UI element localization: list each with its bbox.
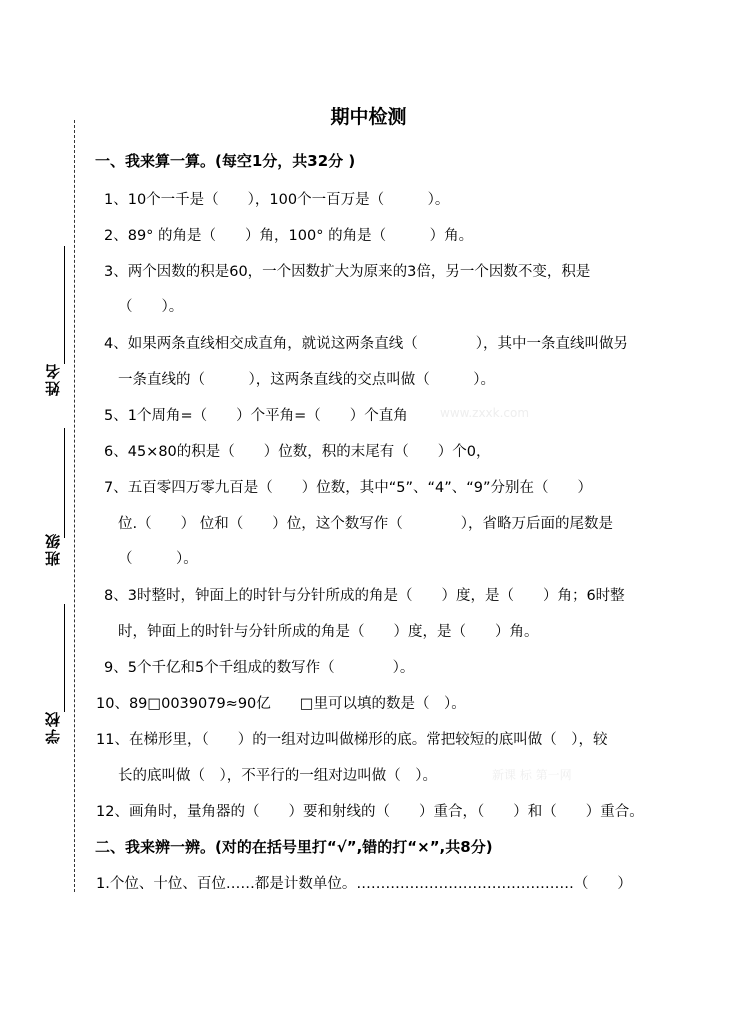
question-line: 6、45×80的积是（ ）位数，积的末尾有（ ）个0， [104, 444, 491, 460]
question-line: （ ）。 [118, 551, 198, 567]
question-line: 2、89° 的角是（ ）角，100° 的角是（ ）角。 [104, 228, 474, 244]
question-line: 7、五百零四万零九百是（ ）位数，其中“5”、“4”、“9”分别在（ ） [104, 480, 592, 496]
question-line: 长的底叫做（ ），不平行的一组对边叫做（ ）。 [118, 768, 437, 784]
watermark: 新课 标 第一网 [492, 768, 572, 782]
question-line: 时，钟面上的时针与分针所成的角是（ ）度，是（ ）角。 [118, 624, 539, 640]
page-title: 期中检测 [330, 106, 407, 128]
name-underline [64, 246, 65, 364]
watermark: www.zxxk.com [440, 406, 530, 420]
question-line: 10、89□0039079≈90亿 □里可以填的数是（ ）。 [96, 696, 466, 712]
question-line: 1、10个一千是（ ），100个一百万是（ ）。 [104, 192, 450, 208]
section-heading-1: 一、我来算一算。(每空1分，共32分 ) [95, 152, 356, 170]
question-line: 8、3时整时，钟面上的时针与分针所成的角是（ ）度，是（ ）角；6时整 [104, 588, 625, 604]
question-line: 5、1个周角=（ ）个平角=（ ）个直角 [104, 408, 408, 424]
binding-dashed-line [74, 120, 75, 892]
class-underline [64, 428, 65, 538]
question-line: 12、画角时，量角器的（ ）要和射线的（ ）重合，（ ）和（ ）重合。 [96, 804, 644, 820]
question-line: 11、在梯形里，（ ）的一组对边叫做梯形的底。常把较短的底叫做（ ），较 [96, 732, 608, 748]
school-underline [64, 604, 65, 712]
question-line: （ ）。 [118, 299, 184, 315]
question-line: 9、5个千亿和5个千组成的数写作（ ）。 [104, 660, 415, 676]
question-line: 1.个位、十位、百位……都是计数单位。………………………………………（ ） [96, 876, 632, 892]
side-label-name: 姓名 [44, 362, 62, 396]
side-label-class: 班级 [44, 532, 62, 566]
question-line: 一条直线的（ ），这两条直线的交点叫做（ ）。 [118, 372, 495, 388]
question-line: 位.（ ） 位和（ ）位，这个数写作（ ），省略万后面的尾数是 [118, 516, 613, 532]
section-heading-2: 二、我来辨一辨。(对的在括号里打“√”,错的打“×”,共8分) [95, 838, 493, 856]
question-line: 3、两个因数的积是60，一个因数扩大为原来的3倍，另一个因数不变，积是 [104, 264, 591, 280]
side-label-school: 学校 [44, 710, 62, 744]
question-line: 4、如果两条直线相交成直角，就说这两条直线（ ），其中一条直线叫做另 [104, 336, 628, 352]
